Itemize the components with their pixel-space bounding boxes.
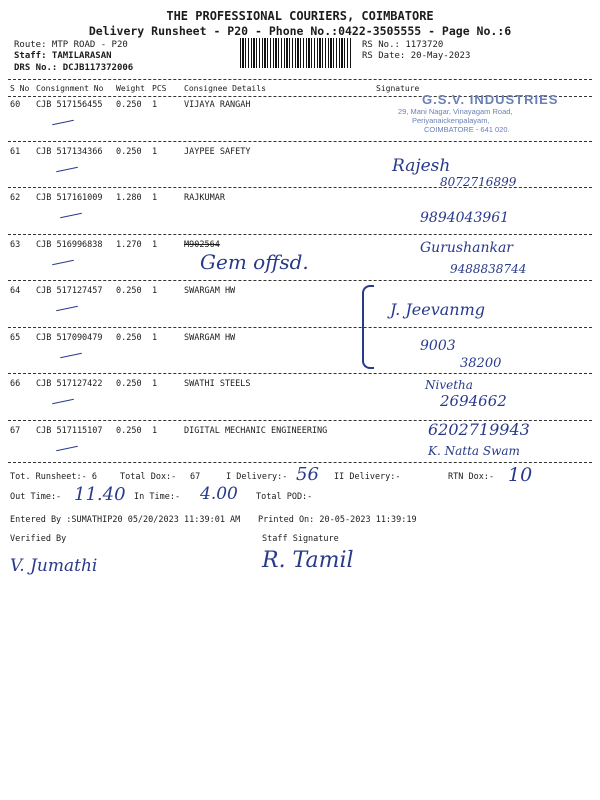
pieces-value: 1 <box>152 379 158 389</box>
tick-mark <box>56 445 78 451</box>
runsheet-subtitle: Delivery Runsheet - P20 - Phone No.:0422-3505555 - Page No.:6 <box>88 24 512 38</box>
weight-value: 0.250 <box>116 379 142 389</box>
consignment-number: CJB 517115107 <box>36 425 103 436</box>
total-pod-label: Total POD:- <box>256 492 313 502</box>
weight-value: 0.250 <box>116 100 142 110</box>
pieces-value: 1 <box>152 239 158 250</box>
row-divider <box>8 234 592 235</box>
drs-label: DRS No.: DCJB117372006 <box>14 63 134 73</box>
weight-value: 0.250 <box>116 425 142 436</box>
weight-value: 1.270 <box>116 239 142 250</box>
tick-mark <box>56 306 78 312</box>
consignment-number: CJB 517134366 <box>36 146 103 157</box>
ii-delivery-label: II Delivery:- <box>334 472 401 482</box>
weight-value: 0.250 <box>116 286 142 296</box>
column-header: S No <box>10 84 30 93</box>
tick-mark <box>60 352 82 358</box>
printed-on: Printed On: 20-05-2023 11:39:19 <box>258 515 417 525</box>
handwritten-phone: 9894043961 <box>420 210 510 226</box>
tot-runsheet: Tot. Runsheet:- 6 <box>10 472 97 482</box>
rtn-dox-value: 10 <box>508 464 533 486</box>
consignment-number: CJB 517090479 <box>36 332 103 343</box>
in-time-value: 4.00 <box>200 484 238 504</box>
handwritten-name: Nivetha <box>425 378 473 392</box>
staff-signature: R. Tamil <box>262 548 354 573</box>
consignment-number: CJB 517127457 <box>36 286 103 296</box>
serial-number: 61 <box>10 146 21 157</box>
tick-mark <box>60 213 82 219</box>
column-header: PCS <box>152 84 167 93</box>
column-header: Consignee Details <box>184 84 266 93</box>
row-divider <box>8 327 592 328</box>
in-time-label: In Time:- <box>134 492 181 502</box>
handwritten-name: Rajesh <box>392 156 451 176</box>
serial-number: 62 <box>10 193 21 203</box>
barcode-image <box>240 38 352 68</box>
verified-signature: V. Jumathi <box>10 556 98 576</box>
handwritten-name: K. Natta Swam <box>428 444 520 458</box>
company-stamp <box>392 92 567 142</box>
rs-number: RS No.: 1173720 <box>362 40 444 50</box>
pieces-value: 1 <box>152 146 158 157</box>
serial-number: 60 <box>10 100 21 110</box>
out-time-value: 11.40 <box>74 484 126 505</box>
company-title: THE PROFESSIONAL COURIERS, COIMBATORE <box>166 9 434 23</box>
handwritten-phone: 2694662 <box>440 392 507 410</box>
consignee-name: RAJKUMAR <box>184 193 225 203</box>
row-divider <box>8 280 592 281</box>
stamp-line3: COIMBATORE - 641 020. <box>424 125 510 134</box>
tick-mark <box>56 166 78 172</box>
serial-number: 65 <box>10 332 21 343</box>
rs-date: RS Date: 20-May-2023 <box>362 51 471 61</box>
divider <box>8 79 592 80</box>
staff-signature-label: Staff Signature <box>262 534 339 544</box>
consignee-name: DIGITAL MECHANIC ENGINEERING <box>184 425 328 436</box>
stamp-line2: Periyanaickenpalayam, <box>412 116 490 125</box>
pieces-value: 1 <box>152 100 158 110</box>
consignee-name: SWARGAM HW <box>184 332 236 343</box>
handwritten-note: Gem offsd. <box>200 250 309 274</box>
serial-number: 63 <box>10 239 21 250</box>
consignee-name: VIJAYA RANGAH <box>184 100 251 110</box>
weight-value: 0.250 <box>116 332 142 343</box>
staff-label: Staff: TAMILARASAN <box>14 51 112 61</box>
entered-by: Entered By :SUMATHIP20 05/20/2023 11:39:01 AM <box>10 515 241 525</box>
pieces-value: 1 <box>152 332 158 343</box>
tick-mark <box>52 120 74 126</box>
route-label: Route: MTP ROAD - P20 <box>14 40 128 50</box>
weight-value: 0.250 <box>116 146 142 157</box>
rtn-dox-label: RTN Dox:- <box>448 472 495 482</box>
column-header: Signature <box>376 84 420 93</box>
stamp-line1: 29, Mani Nagar, Vinayagam Road, <box>398 107 513 116</box>
handwritten-name: Gurushankar <box>420 240 513 256</box>
serial-number: 66 <box>10 379 21 389</box>
total-dox-value: 67 <box>190 472 201 482</box>
handwritten-phone: 6202719943 <box>428 420 530 439</box>
total-dox-label: Total Dox:- <box>120 472 177 482</box>
consignee-name: SWATHI STEELS <box>184 379 251 389</box>
serial-number: 67 <box>10 425 21 436</box>
tick-mark <box>52 399 74 405</box>
bracket-mark <box>362 285 374 369</box>
stamp-name: G.S.V. INDUSTRIES <box>422 92 559 107</box>
serial-number: 64 <box>10 286 21 296</box>
handwritten-phone: 9488838744 <box>450 262 527 276</box>
consignee-name: JAYPEE SAFETY <box>184 146 251 157</box>
tick-mark <box>52 259 74 265</box>
row-divider <box>8 373 592 374</box>
handwritten-phone: 8072716899 <box>440 175 517 189</box>
handwritten-name: J. Jeevanmg <box>390 300 485 319</box>
consignment-number: CJB 517161009 <box>36 193 103 203</box>
column-header: Weight <box>116 84 145 93</box>
divider <box>8 462 592 463</box>
weight-value: 1.280 <box>116 193 142 203</box>
out-time-label: Out Time:- <box>10 492 62 502</box>
verified-by-label: Verified By <box>10 534 67 544</box>
i-delivery-label: I Delivery:- <box>226 472 288 482</box>
consignee-name: M902564 <box>184 239 220 250</box>
consignee-name: SWARGAM HW <box>184 286 236 296</box>
pieces-value: 1 <box>152 425 158 436</box>
column-header: Consignment No <box>36 84 104 93</box>
pieces-value: 1 <box>152 193 158 203</box>
pieces-value: 1 <box>152 286 158 296</box>
consignment-number: CJB 517127422 <box>36 379 103 389</box>
handwritten-number: 9003 <box>420 338 456 354</box>
consignment-number: CJB 516996838 <box>36 239 103 250</box>
consignment-number: CJB 517156455 <box>36 100 103 110</box>
handwritten-number: 38200 <box>460 356 502 371</box>
i-delivery-value: 56 <box>296 464 319 485</box>
